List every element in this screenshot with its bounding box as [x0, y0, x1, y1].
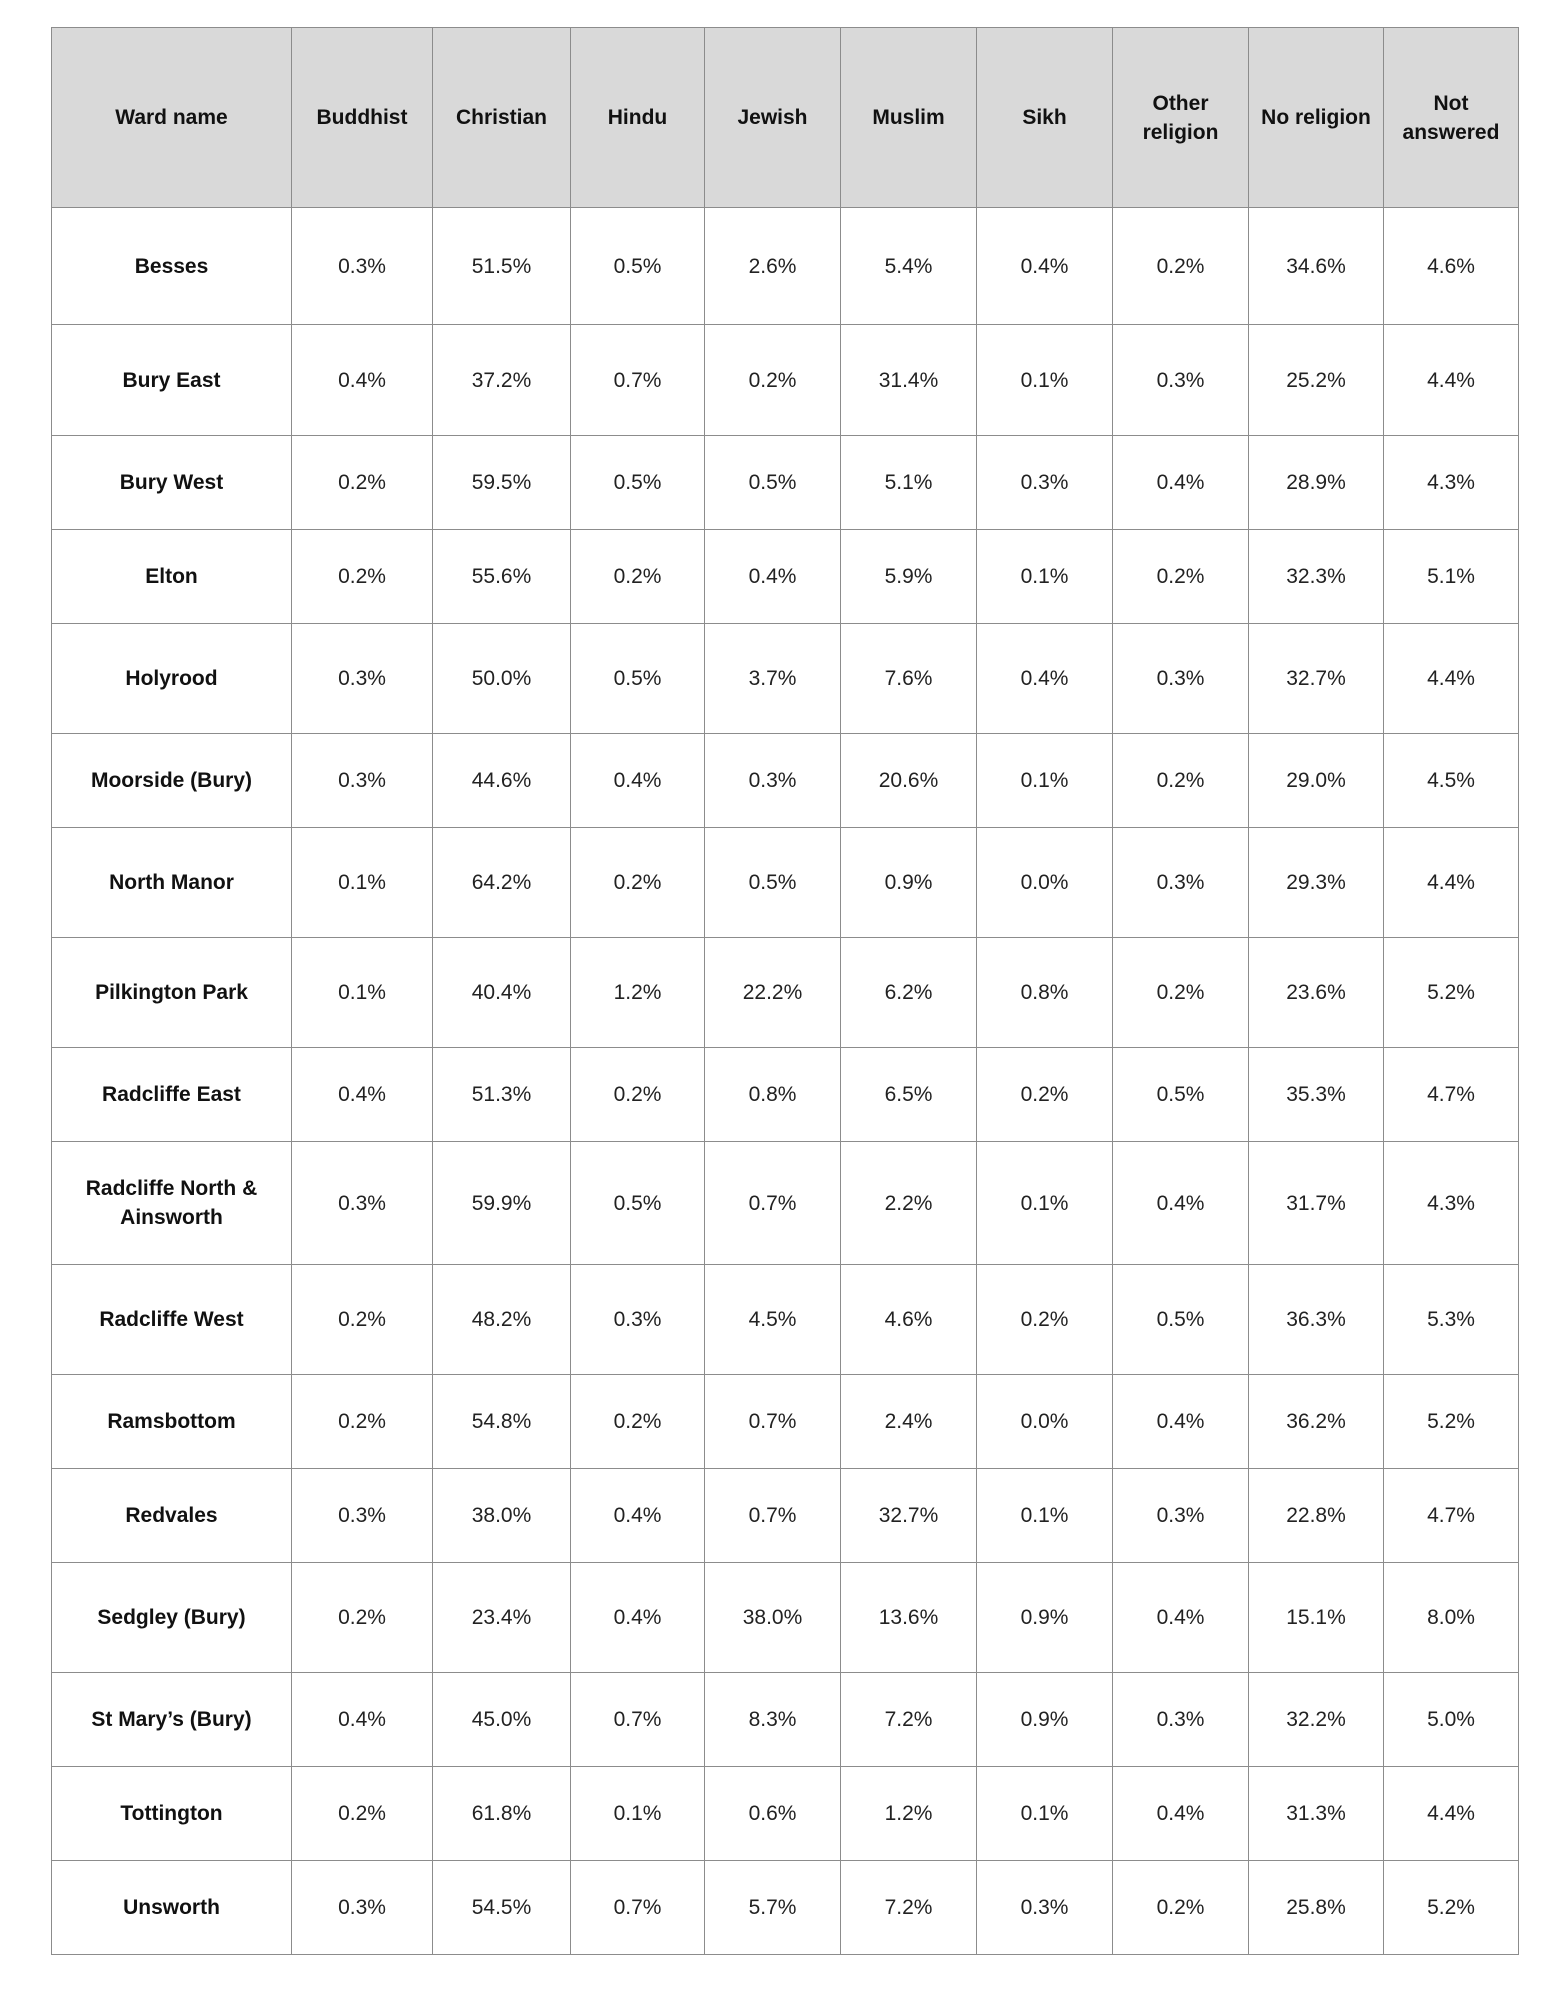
cell-other-religion: 0.4%: [1113, 436, 1249, 530]
cell-ward-name: Besses: [52, 208, 292, 325]
cell-other-religion: 0.2%: [1113, 734, 1249, 828]
cell-not-answered: 4.3%: [1384, 1142, 1519, 1265]
cell-hindu: 0.4%: [571, 1469, 705, 1563]
cell-not-answered: 5.0%: [1384, 1673, 1519, 1767]
table-row: [52, 1767, 1519, 1861]
cell-buddhist: 0.2%: [292, 530, 433, 624]
cell-ward-name: Radcliffe East: [52, 1048, 292, 1142]
cell-no-religion: 29.3%: [1249, 828, 1384, 938]
cell-no-religion: 15.1%: [1249, 1563, 1384, 1673]
cell-not-answered: 4.7%: [1384, 1469, 1519, 1563]
cell-muslim: 2.4%: [841, 1375, 977, 1469]
cell-not-answered: 4.4%: [1384, 1767, 1519, 1861]
cell-buddhist: 0.3%: [292, 1142, 433, 1265]
cell-jewish: 3.7%: [705, 624, 841, 734]
header-christian: Christian: [433, 28, 571, 208]
table-row: [52, 1469, 1519, 1563]
cell-christian: 59.9%: [433, 1142, 571, 1265]
cell-no-religion: 29.0%: [1249, 734, 1384, 828]
cell-no-religion: 34.6%: [1249, 208, 1384, 325]
cell-hindu: 0.2%: [571, 1375, 705, 1469]
cell-other-religion: 0.4%: [1113, 1563, 1249, 1673]
cell-ward-name: Unsworth: [52, 1861, 292, 1955]
cell-muslim: 5.4%: [841, 208, 977, 325]
cell-jewish: 0.7%: [705, 1375, 841, 1469]
cell-sikh: 0.9%: [977, 1563, 1113, 1673]
cell-buddhist: 0.1%: [292, 828, 433, 938]
cell-buddhist: 0.2%: [292, 436, 433, 530]
cell-muslim: 5.9%: [841, 530, 977, 624]
cell-jewish: 38.0%: [705, 1563, 841, 1673]
cell-ward-name: Pilkington Park: [52, 938, 292, 1048]
header-not-answered: Not answered: [1384, 28, 1519, 208]
cell-sikh: 0.1%: [977, 325, 1113, 436]
cell-jewish: 0.5%: [705, 828, 841, 938]
cell-no-religion: 31.7%: [1249, 1142, 1384, 1265]
cell-not-answered: 4.7%: [1384, 1048, 1519, 1142]
cell-jewish: 0.2%: [705, 325, 841, 436]
cell-christian: 54.5%: [433, 1861, 571, 1955]
cell-no-religion: 35.3%: [1249, 1048, 1384, 1142]
cell-christian: 38.0%: [433, 1469, 571, 1563]
cell-sikh: 0.0%: [977, 1375, 1113, 1469]
table-row: [52, 734, 1519, 828]
cell-no-religion: 31.3%: [1249, 1767, 1384, 1861]
cell-sikh: 0.2%: [977, 1048, 1113, 1142]
cell-muslim: 4.6%: [841, 1265, 977, 1375]
cell-not-answered: 8.0%: [1384, 1563, 1519, 1673]
cell-muslim: 0.9%: [841, 828, 977, 938]
cell-christian: 64.2%: [433, 828, 571, 938]
cell-christian: 51.5%: [433, 208, 571, 325]
cell-sikh: 0.1%: [977, 1469, 1113, 1563]
cell-hindu: 0.1%: [571, 1767, 705, 1861]
cell-not-answered: 4.5%: [1384, 734, 1519, 828]
cell-other-religion: 0.2%: [1113, 208, 1249, 325]
cell-not-answered: 5.1%: [1384, 530, 1519, 624]
cell-other-religion: 0.3%: [1113, 325, 1249, 436]
cell-ward-name: Elton: [52, 530, 292, 624]
table-row: [52, 208, 1519, 325]
cell-ward-name: Radcliffe West: [52, 1265, 292, 1375]
table-row: [52, 1265, 1519, 1375]
cell-christian: 44.6%: [433, 734, 571, 828]
header-row: [52, 28, 1519, 208]
cell-other-religion: 0.4%: [1113, 1767, 1249, 1861]
cell-ward-name: Redvales: [52, 1469, 292, 1563]
cell-hindu: 0.7%: [571, 325, 705, 436]
cell-other-religion: 0.3%: [1113, 1673, 1249, 1767]
cell-other-religion: 0.2%: [1113, 938, 1249, 1048]
cell-hindu: 0.5%: [571, 436, 705, 530]
cell-jewish: 0.3%: [705, 734, 841, 828]
header-jewish: Jewish: [705, 28, 841, 208]
cell-hindu: 0.7%: [571, 1673, 705, 1767]
cell-no-religion: 28.9%: [1249, 436, 1384, 530]
table-row: [52, 1375, 1519, 1469]
cell-jewish: 4.5%: [705, 1265, 841, 1375]
cell-ward-name: Moorside (Bury): [52, 734, 292, 828]
cell-hindu: 0.2%: [571, 828, 705, 938]
header-other-religion: Other religion: [1113, 28, 1249, 208]
table-body: [52, 208, 1519, 1955]
religion-by-ward-table: [51, 27, 1519, 1955]
cell-jewish: 0.5%: [705, 436, 841, 530]
cell-jewish: 0.7%: [705, 1142, 841, 1265]
cell-muslim: 6.5%: [841, 1048, 977, 1142]
cell-buddhist: 0.1%: [292, 938, 433, 1048]
cell-buddhist: 0.2%: [292, 1563, 433, 1673]
cell-christian: 55.6%: [433, 530, 571, 624]
cell-sikh: 0.1%: [977, 1767, 1113, 1861]
cell-hindu: 0.4%: [571, 734, 705, 828]
table-row: [52, 325, 1519, 436]
cell-no-religion: 25.8%: [1249, 1861, 1384, 1955]
cell-other-religion: 0.4%: [1113, 1142, 1249, 1265]
cell-muslim: 5.1%: [841, 436, 977, 530]
cell-other-religion: 0.3%: [1113, 828, 1249, 938]
cell-sikh: 0.3%: [977, 1861, 1113, 1955]
cell-other-religion: 0.5%: [1113, 1048, 1249, 1142]
cell-christian: 50.0%: [433, 624, 571, 734]
cell-christian: 51.3%: [433, 1048, 571, 1142]
cell-hindu: 0.3%: [571, 1265, 705, 1375]
cell-no-religion: 36.3%: [1249, 1265, 1384, 1375]
cell-buddhist: 0.3%: [292, 208, 433, 325]
cell-ward-name: St Mary’s (Bury): [52, 1673, 292, 1767]
cell-ward-name: Radcliffe North & Ainsworth: [52, 1142, 292, 1265]
cell-hindu: 0.7%: [571, 1861, 705, 1955]
cell-christian: 40.4%: [433, 938, 571, 1048]
cell-buddhist: 0.3%: [292, 624, 433, 734]
cell-sikh: 0.1%: [977, 734, 1113, 828]
cell-hindu: 0.4%: [571, 1563, 705, 1673]
cell-sikh: 0.1%: [977, 1142, 1113, 1265]
cell-no-religion: 25.2%: [1249, 325, 1384, 436]
cell-not-answered: 5.2%: [1384, 1375, 1519, 1469]
cell-muslim: 2.2%: [841, 1142, 977, 1265]
cell-jewish: 8.3%: [705, 1673, 841, 1767]
table-row: [52, 1142, 1519, 1265]
table-header: [52, 28, 1519, 208]
header-buddhist: Buddhist: [292, 28, 433, 208]
cell-jewish: 0.8%: [705, 1048, 841, 1142]
cell-not-answered: 4.3%: [1384, 436, 1519, 530]
cell-buddhist: 0.4%: [292, 1048, 433, 1142]
cell-other-religion: 0.4%: [1113, 1375, 1249, 1469]
cell-ward-name: Sedgley (Bury): [52, 1563, 292, 1673]
cell-not-answered: 5.2%: [1384, 938, 1519, 1048]
table-row: [52, 1673, 1519, 1767]
cell-sikh: 0.9%: [977, 1673, 1113, 1767]
cell-buddhist: 0.2%: [292, 1265, 433, 1375]
cell-other-religion: 0.2%: [1113, 530, 1249, 624]
cell-ward-name: Holyrood: [52, 624, 292, 734]
cell-not-answered: 4.4%: [1384, 624, 1519, 734]
table-row: [52, 938, 1519, 1048]
cell-buddhist: 0.3%: [292, 1469, 433, 1563]
cell-no-religion: 32.3%: [1249, 530, 1384, 624]
cell-other-religion: 0.2%: [1113, 1861, 1249, 1955]
header-muslim: Muslim: [841, 28, 977, 208]
cell-ward-name: Tottington: [52, 1767, 292, 1861]
cell-not-answered: 4.4%: [1384, 325, 1519, 436]
cell-sikh: 0.1%: [977, 530, 1113, 624]
cell-hindu: 0.5%: [571, 1142, 705, 1265]
cell-sikh: 0.4%: [977, 624, 1113, 734]
cell-no-religion: 32.2%: [1249, 1673, 1384, 1767]
cell-christian: 54.8%: [433, 1375, 571, 1469]
cell-other-religion: 0.3%: [1113, 624, 1249, 734]
cell-jewish: 0.4%: [705, 530, 841, 624]
cell-christian: 23.4%: [433, 1563, 571, 1673]
cell-sikh: 0.4%: [977, 208, 1113, 325]
cell-not-answered: 4.4%: [1384, 828, 1519, 938]
cell-christian: 45.0%: [433, 1673, 571, 1767]
cell-buddhist: 0.2%: [292, 1375, 433, 1469]
cell-christian: 37.2%: [433, 325, 571, 436]
table-row: [52, 530, 1519, 624]
cell-hindu: 0.2%: [571, 1048, 705, 1142]
cell-hindu: 1.2%: [571, 938, 705, 1048]
table-row: [52, 624, 1519, 734]
cell-no-religion: 23.6%: [1249, 938, 1384, 1048]
cell-buddhist: 0.2%: [292, 1767, 433, 1861]
header-hindu: Hindu: [571, 28, 705, 208]
cell-buddhist: 0.3%: [292, 734, 433, 828]
table-row: [52, 436, 1519, 530]
cell-jewish: 0.7%: [705, 1469, 841, 1563]
cell-buddhist: 0.4%: [292, 1673, 433, 1767]
cell-no-religion: 32.7%: [1249, 624, 1384, 734]
table-row: [52, 1048, 1519, 1142]
cell-hindu: 0.2%: [571, 530, 705, 624]
header-sikh: Sikh: [977, 28, 1113, 208]
cell-no-religion: 22.8%: [1249, 1469, 1384, 1563]
cell-jewish: 5.7%: [705, 1861, 841, 1955]
cell-ward-name: Bury East: [52, 325, 292, 436]
cell-jewish: 22.2%: [705, 938, 841, 1048]
cell-muslim: 20.6%: [841, 734, 977, 828]
cell-other-religion: 0.3%: [1113, 1469, 1249, 1563]
cell-buddhist: 0.4%: [292, 325, 433, 436]
cell-jewish: 2.6%: [705, 208, 841, 325]
cell-no-religion: 36.2%: [1249, 1375, 1384, 1469]
cell-hindu: 0.5%: [571, 624, 705, 734]
header-ward-name: Ward name: [52, 28, 292, 208]
cell-sikh: 0.3%: [977, 436, 1113, 530]
cell-ward-name: North Manor: [52, 828, 292, 938]
cell-muslim: 7.2%: [841, 1861, 977, 1955]
cell-not-answered: 5.3%: [1384, 1265, 1519, 1375]
cell-sikh: 0.2%: [977, 1265, 1113, 1375]
table-row: [52, 1563, 1519, 1673]
cell-muslim: 32.7%: [841, 1469, 977, 1563]
cell-muslim: 7.6%: [841, 624, 977, 734]
cell-muslim: 13.6%: [841, 1563, 977, 1673]
cell-other-religion: 0.5%: [1113, 1265, 1249, 1375]
cell-christian: 48.2%: [433, 1265, 571, 1375]
religion-by-ward-table-container: [51, 27, 1518, 1955]
table-row: [52, 828, 1519, 938]
cell-muslim: 6.2%: [841, 938, 977, 1048]
cell-sikh: 0.8%: [977, 938, 1113, 1048]
cell-christian: 61.8%: [433, 1767, 571, 1861]
cell-not-answered: 4.6%: [1384, 208, 1519, 325]
cell-muslim: 1.2%: [841, 1767, 977, 1861]
cell-hindu: 0.5%: [571, 208, 705, 325]
cell-christian: 59.5%: [433, 436, 571, 530]
cell-ward-name: Bury West: [52, 436, 292, 530]
table-row: [52, 1861, 1519, 1955]
cell-ward-name: Ramsbottom: [52, 1375, 292, 1469]
cell-sikh: 0.0%: [977, 828, 1113, 938]
cell-buddhist: 0.3%: [292, 1861, 433, 1955]
header-no-religion: No religion: [1249, 28, 1384, 208]
cell-muslim: 7.2%: [841, 1673, 977, 1767]
cell-not-answered: 5.2%: [1384, 1861, 1519, 1955]
cell-jewish: 0.6%: [705, 1767, 841, 1861]
cell-muslim: 31.4%: [841, 325, 977, 436]
